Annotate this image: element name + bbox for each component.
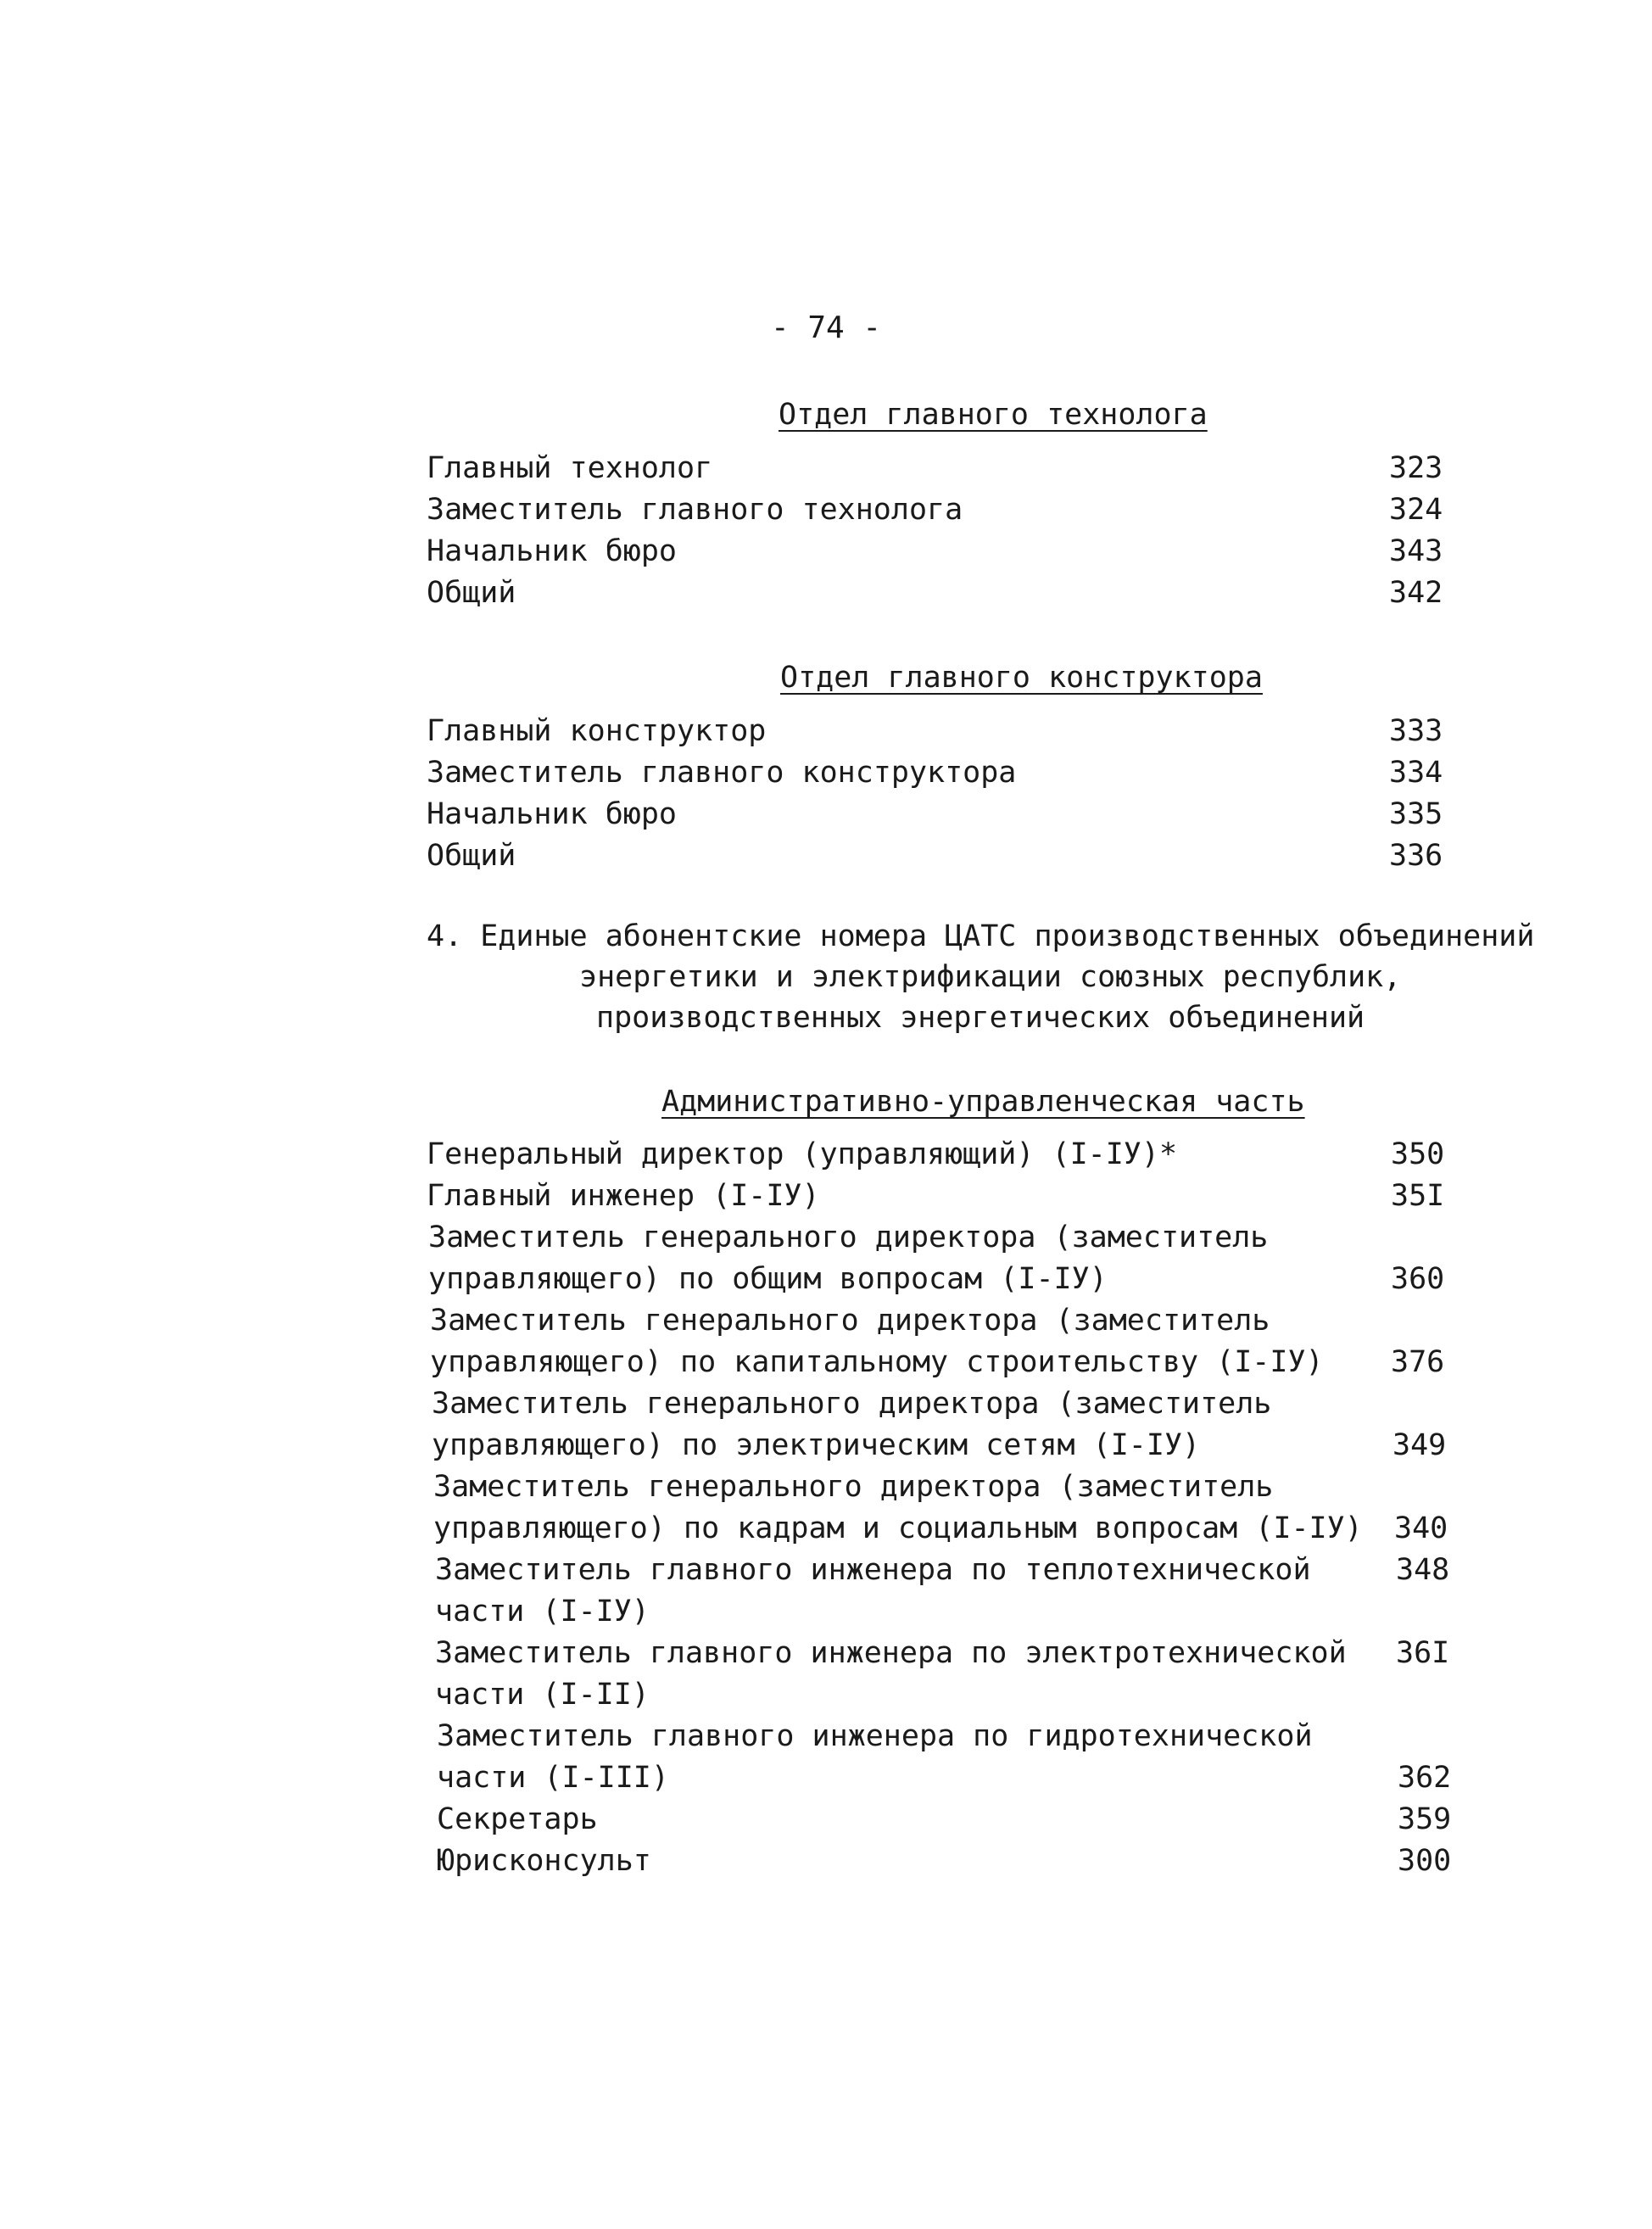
list-item [0, 448, 1652, 489]
row-number: 348 [1396, 1553, 1450, 1587]
row-number: 350 [1391, 1137, 1445, 1171]
item4-line2: энергетики и электрификации союзных республик, [579, 960, 1402, 994]
list-item [0, 1674, 1652, 1716]
list-item [0, 1134, 1652, 1176]
list-item [0, 531, 1652, 573]
row-label: части (I-IУ) [435, 1595, 650, 1628]
row-label: Общий [427, 576, 516, 610]
list-chief-designer [0, 711, 1652, 877]
item4-line1: 4. Единые абонентские номера ЦАТС производственных объединений [427, 919, 1535, 953]
item4-line3: производственных энергетических объединений [596, 1001, 1365, 1035]
list-item [0, 1425, 1652, 1466]
list-item [0, 711, 1652, 752]
row-number: 323 [1389, 451, 1443, 485]
row-number: 362 [1398, 1761, 1452, 1795]
row-number: 324 [1389, 493, 1443, 527]
list-item [0, 1176, 1652, 1217]
row-number: 343 [1389, 534, 1443, 568]
row-label: Заместитель главного инженера по теплотехнической [435, 1553, 1311, 1587]
row-label: Заместитель главного конструктора [427, 756, 1017, 790]
row-number: 300 [1398, 1844, 1452, 1878]
list-item [0, 1633, 1652, 1674]
section-heading-chief-technologist: Отдел главного технолога [779, 398, 1208, 432]
row-number: 36I [1396, 1636, 1450, 1670]
row-label: Юрисконсульт [437, 1844, 651, 1878]
list-item [0, 1799, 1652, 1841]
list-item [0, 752, 1652, 794]
row-label: Заместитель генерального директора (заместитель [430, 1304, 1270, 1338]
list-administrative [0, 1134, 1652, 1882]
row-number: 35I [1391, 1179, 1445, 1213]
list-chief-technologist [0, 448, 1652, 614]
row-label: управляющего) по электрическим сетям (I-IУ) [432, 1428, 1201, 1462]
row-label: Заместитель генерального директора (заместитель [428, 1221, 1269, 1254]
list-item [0, 1383, 1652, 1425]
row-number: 349 [1392, 1428, 1447, 1462]
row-label: Секретарь [437, 1802, 598, 1836]
row-number: 334 [1389, 756, 1443, 790]
list-item [0, 1550, 1652, 1591]
row-label: Начальник бюро [427, 534, 678, 568]
section-heading-chief-designer: Отдел главного конструктора [780, 661, 1263, 695]
list-item [0, 1217, 1652, 1259]
row-label: Заместитель главного инженера по гидротехнической [437, 1719, 1313, 1753]
list-item [0, 573, 1652, 614]
row-label: Главный инженер (I-IУ) [427, 1179, 820, 1213]
row-label: Заместитель главного инженера по электротехнической [435, 1636, 1347, 1670]
list-item [0, 1259, 1652, 1300]
list-item [0, 489, 1652, 531]
row-number: 376 [1391, 1345, 1445, 1379]
row-label: управляющего) по кадрам и социальным вопросам (I-IУ) [433, 1511, 1363, 1545]
row-label: управляющего) по капитальному строительству (I-IУ) [430, 1345, 1324, 1379]
row-label: Генеральный директор (управляющий) (I-IУ)* [427, 1137, 1178, 1171]
row-label: Общий [427, 839, 516, 873]
row-number: 333 [1389, 714, 1443, 748]
list-item [0, 1342, 1652, 1383]
row-number: 335 [1389, 797, 1443, 831]
section-heading-administrative: Административно-управленческая часть [661, 1085, 1305, 1119]
row-label: Заместитель генерального директора (заместитель [432, 1387, 1272, 1421]
row-number: 340 [1394, 1511, 1448, 1545]
list-item [0, 1757, 1652, 1799]
row-number: 359 [1398, 1802, 1452, 1836]
row-label: Главный технолог [427, 451, 713, 485]
list-item [0, 1841, 1652, 1882]
row-label: Начальник бюро [427, 797, 678, 831]
row-label: части (I-III) [437, 1761, 669, 1795]
list-item [0, 1591, 1652, 1633]
list-item [0, 1300, 1652, 1342]
row-label: Заместитель генерального директора (заместитель [433, 1470, 1274, 1504]
list-item [0, 1508, 1652, 1550]
row-label: управляющего) по общим вопросам (I-IУ) [428, 1262, 1108, 1296]
list-item [0, 794, 1652, 835]
row-number: 342 [1389, 576, 1443, 610]
list-item [0, 835, 1652, 877]
row-label: Заместитель главного технолога [427, 493, 963, 527]
list-item [0, 1716, 1652, 1757]
list-item [0, 1466, 1652, 1508]
row-number: 360 [1391, 1262, 1445, 1296]
row-label: Главный конструктор [427, 714, 767, 748]
page-number: - 74 - [770, 310, 882, 345]
row-label: части (I-II) [435, 1678, 650, 1712]
row-number: 336 [1389, 839, 1443, 873]
